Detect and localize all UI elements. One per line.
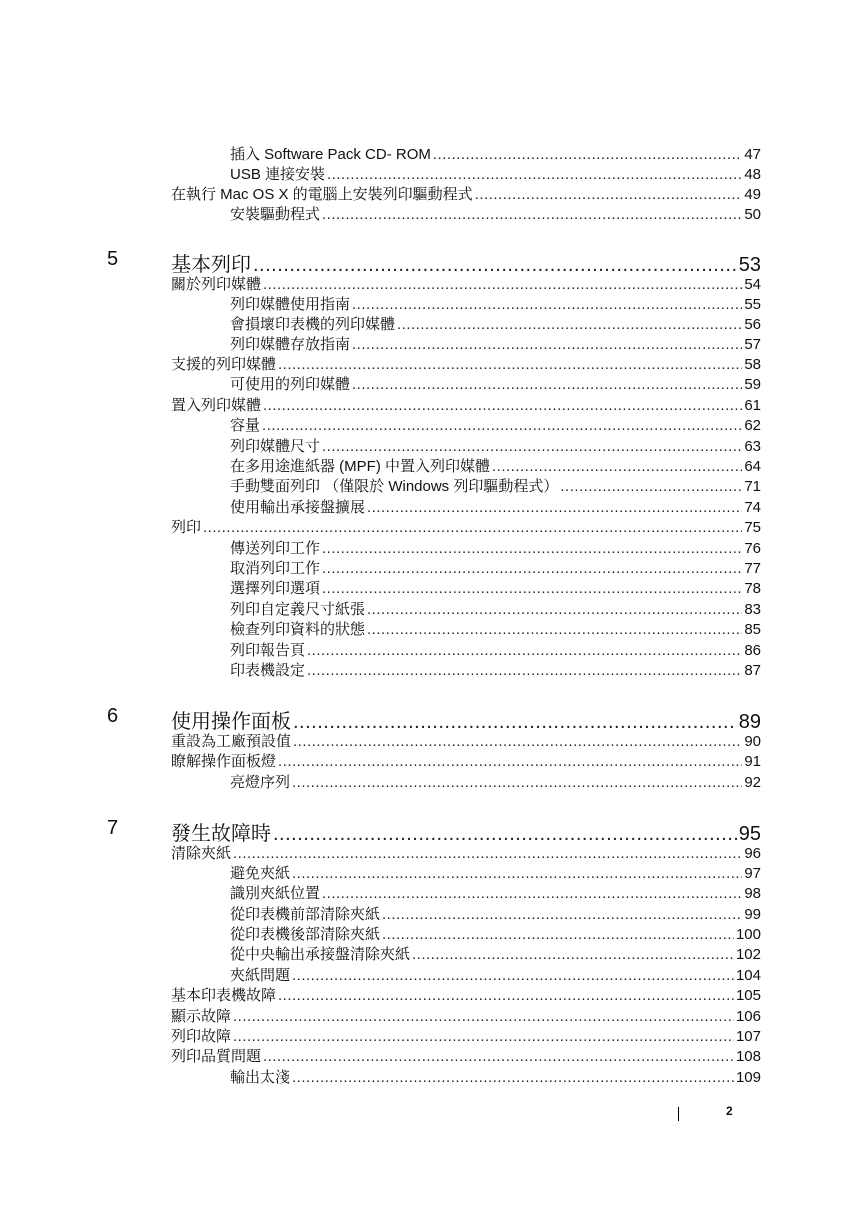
toc-entry[interactable] <box>230 964 761 984</box>
entry-page-number: 56 <box>744 316 761 333</box>
toc-entry[interactable] <box>171 394 761 414</box>
entry-title: 插入 Software Pack CD- ROM <box>230 146 431 163</box>
dot-leader <box>352 336 742 353</box>
dot-leader <box>278 987 734 1004</box>
chapter-number: 6 <box>107 705 119 727</box>
dot-leader <box>367 601 742 618</box>
entry-title: 列印品質問題 <box>171 1048 262 1065</box>
dot-leader <box>382 906 742 923</box>
entry-page-number: 86 <box>744 642 761 659</box>
entry-page-number: 77 <box>744 560 761 577</box>
dot-leader <box>292 774 742 791</box>
toc-entry[interactable] <box>171 353 761 373</box>
entry-title: 列印故障 <box>171 1028 232 1045</box>
dot-leader <box>292 865 742 882</box>
dot-leader <box>322 580 742 597</box>
dot-leader <box>412 946 734 963</box>
toc-entry[interactable] <box>230 455 761 475</box>
toc-entry[interactable] <box>230 771 761 791</box>
entry-title: 關於列印媒體 <box>171 276 262 293</box>
footer-page-number: 2 <box>726 1104 733 1118</box>
entry-title: 使用操作面板 <box>171 711 291 733</box>
dot-leader <box>352 376 742 393</box>
entry-page-number: 49 <box>744 186 761 203</box>
entry-page-number: 85 <box>744 621 761 638</box>
dot-leader <box>233 1008 734 1025</box>
entry-title: 瞭解操作面板燈 <box>171 753 277 770</box>
entry-title: 列印 <box>171 519 202 536</box>
dot-leader <box>233 845 742 862</box>
dot-leader <box>475 186 743 203</box>
entry-title: 列印媒體使用指南 <box>230 296 351 313</box>
entry-title: 夾紙問題 <box>230 967 291 984</box>
entry-page-number: 61 <box>744 397 761 414</box>
entry-page-number: 105 <box>735 987 761 1004</box>
entry-page-number: 108 <box>735 1048 761 1065</box>
dot-leader <box>397 316 742 333</box>
entry-title: 檢查列印資料的狀態 <box>230 621 366 638</box>
toc-entry[interactable] <box>230 163 761 183</box>
toc-entry[interactable] <box>171 750 761 770</box>
dot-leader <box>307 662 742 679</box>
entry-page-number: 59 <box>744 376 761 393</box>
dot-leader <box>203 519 742 536</box>
toc-entry[interactable] <box>230 537 761 557</box>
toc-entry[interactable] <box>230 659 761 679</box>
dot-leader <box>322 885 742 902</box>
entry-title: 置入列印媒體 <box>171 397 262 414</box>
entry-page-number: 96 <box>744 845 761 862</box>
entry-title: 列印自定義尺寸紙張 <box>230 601 366 618</box>
entry-page-number: 90 <box>744 733 761 750</box>
entry-page-number: 91 <box>744 753 761 770</box>
entry-title: 輸出太淺 <box>230 1069 291 1086</box>
entry-page-number: 57 <box>744 336 761 353</box>
entry-title: 列印媒體存放指南 <box>230 336 351 353</box>
dot-leader <box>352 296 742 313</box>
entry-title: 從印表機後部清除夾紙 <box>230 926 381 943</box>
dot-leader <box>322 560 742 577</box>
entry-title: 取消列印工作 <box>230 560 321 577</box>
toc-entry[interactable] <box>230 557 761 577</box>
chapter-number: 5 <box>107 248 119 270</box>
dot-leader <box>382 926 734 943</box>
toc-entry[interactable] <box>230 143 761 163</box>
entry-title: 顯示故障 <box>171 1008 232 1025</box>
entry-title: 重設為工廠預設值 <box>171 733 292 750</box>
entry-page-number: 107 <box>735 1028 761 1045</box>
entry-title: 安裝驅動程式 <box>230 206 321 223</box>
toc-entry[interactable] <box>230 293 761 313</box>
chapter-entry[interactable] <box>171 705 761 733</box>
entry-page-number: 89 <box>738 711 761 733</box>
toc-entry[interactable] <box>230 882 761 902</box>
entry-title: 發生故障時 <box>171 823 271 845</box>
dot-leader <box>322 540 742 557</box>
entry-title: 在執行 Mac OS X 的電腦上安裝列印驅動程式 <box>171 186 473 203</box>
entry-title: 手動雙面列印 （僅限於 Windows 列印驅動程式） <box>230 478 559 495</box>
entry-page-number: 95 <box>738 823 761 845</box>
toc-entry[interactable] <box>230 313 761 333</box>
entry-page-number: 75 <box>744 519 761 536</box>
dot-leader <box>322 438 742 455</box>
dot-leader <box>263 397 742 414</box>
entry-title: 印表機設定 <box>230 662 306 679</box>
dot-leader <box>263 276 742 293</box>
dot-leader <box>433 146 742 163</box>
toc-entry[interactable] <box>171 183 761 203</box>
entry-page-number: 99 <box>744 906 761 923</box>
dot-leader <box>278 753 742 770</box>
toc-entry[interactable] <box>230 943 761 963</box>
footer-divider <box>678 1107 679 1121</box>
entry-title: 識別夾紙位置 <box>230 885 321 902</box>
chapter-entry[interactable] <box>171 248 761 276</box>
dot-leader <box>292 967 734 984</box>
toc-entry[interactable] <box>230 475 761 495</box>
entry-title: 使用輸出承接盤擴展 <box>230 499 366 516</box>
entry-page-number: 54 <box>744 276 761 293</box>
entry-title: 清除夾紙 <box>171 845 232 862</box>
entry-page-number: 53 <box>738 254 761 276</box>
entry-page-number: 74 <box>744 499 761 516</box>
entry-page-number: 63 <box>744 438 761 455</box>
toc-entry[interactable] <box>230 598 761 618</box>
dot-leader <box>292 1069 734 1086</box>
toc-entry[interactable] <box>171 984 761 1004</box>
toc-entry[interactable] <box>230 639 761 659</box>
toc-entry[interactable] <box>171 1005 761 1025</box>
entry-page-number: 98 <box>744 885 761 902</box>
chapter-number: 7 <box>107 817 119 839</box>
entry-page-number: 50 <box>744 206 761 223</box>
entry-page-number: 78 <box>744 580 761 597</box>
entry-title: 列印報告頁 <box>230 642 306 659</box>
entry-title: 容量 <box>230 417 261 434</box>
entry-title: 在多用途進紙器 (MPF) 中置入列印媒體 <box>230 458 490 475</box>
entry-page-number: 92 <box>744 774 761 791</box>
entry-page-number: 87 <box>744 662 761 679</box>
entry-page-number: 48 <box>744 166 761 183</box>
toc-entry[interactable] <box>230 618 761 638</box>
chapter-entry[interactable] <box>171 817 761 845</box>
dot-leader <box>262 417 742 434</box>
toc-entry[interactable] <box>230 903 761 923</box>
dot-leader <box>327 166 742 183</box>
entry-title: 基本列印 <box>171 254 251 276</box>
toc-entry[interactable] <box>230 373 761 393</box>
dot-leader <box>560 478 742 495</box>
entry-title: 亮燈序列 <box>230 774 291 791</box>
toc-entry[interactable] <box>230 862 761 882</box>
toc-entry[interactable] <box>171 516 761 536</box>
entry-page-number: 47 <box>744 146 761 163</box>
entry-title: 支援的列印媒體 <box>171 356 277 373</box>
entry-title: 從中央輸出承接盤清除夾紙 <box>230 946 411 963</box>
entry-page-number: 100 <box>735 926 761 943</box>
entry-title: 列印媒體尺寸 <box>230 438 321 455</box>
entry-page-number: 104 <box>735 967 761 984</box>
toc-entry[interactable] <box>171 842 761 862</box>
toc-entry[interactable] <box>171 1025 761 1045</box>
dot-leader <box>293 733 742 750</box>
dot-leader <box>367 499 742 516</box>
dot-leader <box>307 642 742 659</box>
entry-title: 從印表機前部清除夾紙 <box>230 906 381 923</box>
dot-leader <box>367 621 742 638</box>
entry-page-number: 58 <box>744 356 761 373</box>
entry-page-number: 55 <box>744 296 761 313</box>
entry-title: 可使用的列印媒體 <box>230 376 351 393</box>
entry-title: 傳送列印工作 <box>230 540 321 557</box>
toc-entry[interactable] <box>230 203 761 223</box>
toc-entry[interactable] <box>171 273 761 293</box>
toc-entry[interactable] <box>171 1045 761 1065</box>
entry-title: 會損壞印表機的列印媒體 <box>230 316 396 333</box>
entry-page-number: 97 <box>744 865 761 882</box>
entry-title: 避免夾紙 <box>230 865 291 882</box>
entry-title: USB 連接安裝 <box>230 166 326 183</box>
entry-page-number: 109 <box>735 1069 761 1086</box>
entry-page-number: 83 <box>744 601 761 618</box>
dot-leader <box>492 458 742 475</box>
toc-entry[interactable] <box>230 1066 761 1086</box>
toc-entry[interactable] <box>171 730 761 750</box>
toc-entry[interactable] <box>230 577 761 597</box>
dot-leader <box>278 356 742 373</box>
entry-page-number: 76 <box>744 540 761 557</box>
toc-entry[interactable] <box>230 435 761 455</box>
entry-page-number: 64 <box>744 458 761 475</box>
entry-page-number: 71 <box>744 478 761 495</box>
entry-page-number: 106 <box>735 1008 761 1025</box>
toc-entry[interactable] <box>230 414 761 434</box>
toc-entry[interactable] <box>230 923 761 943</box>
dot-leader <box>322 206 742 223</box>
entry-title: 選擇列印選項 <box>230 580 321 597</box>
entry-title: 基本印表機故障 <box>171 987 277 1004</box>
toc-entry[interactable] <box>230 333 761 353</box>
dot-leader <box>263 1048 734 1065</box>
dot-leader <box>233 1028 734 1045</box>
entry-page-number: 62 <box>744 417 761 434</box>
toc-entry[interactable] <box>230 496 761 516</box>
entry-page-number: 102 <box>735 946 761 963</box>
